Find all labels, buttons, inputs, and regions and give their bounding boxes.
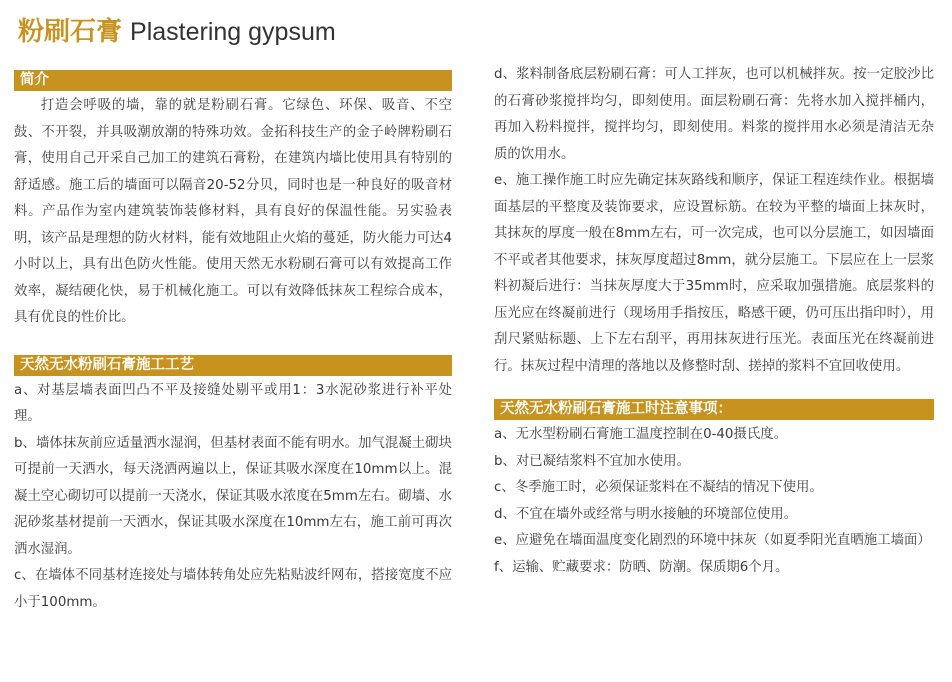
note-item-d: d、不宜在墙外或经常与明水接触的环境部位使用。	[494, 506, 798, 522]
notes-heading: 天然无水粉刷石膏施工时注意事项：	[494, 399, 934, 420]
process-item-b: b、墙体抹灰前应适量洒水湿润，但基材表面不能有明水。加气混凝土砌块可提前一天洒水，每天浇洒两遍以上，保证其吸水深度在10mm以上。混凝土空心砌切可以提前一天浇水，保证其吸水浓度在5mm左右。砌墙、水泥砂浆基材提前一天洒水，保证其吸水深度在10mm左右，施工前可再次洒水湿润。	[14, 435, 452, 557]
note-item-a: a、无水型粉刷石膏施工温度控制在0-40摄氏度。	[494, 427, 788, 442]
intro-heading: 简介	[14, 70, 452, 91]
process-item-a: a、对基层墙表面凹凸不平及接缝处剔平或用1：3水泥砂浆进行补平处理。	[14, 382, 452, 424]
process-item-d: d、浆料制备底层粉刷石膏：可人工拌灰，也可以机械拌灰。按一定胶沙比的石膏砂浆搅拌均匀，即刻使用。面层粉刷石膏：先将水加入搅拌桶内，再加入粉料搅拌，搅拌均匀，即刻使用。料浆的搅拌用水必须是清洁无杂质的饮用水。	[494, 67, 934, 162]
page-title	[18, 14, 336, 53]
note-item-b: b、对已凝结浆料不宜加水使用。	[494, 453, 690, 469]
note-item-e: e、应避免在墙面温度变化剧烈的环境中抹灰（如夏季阳光直晒施工墙面）	[494, 533, 931, 548]
intro-paragraph: 打造会呼吸的墙，靠的就是粉刷石膏。它绿色、环保、吸音、不空鼓、不开裂，并具吸潮放潮的特殊功效。金拓科技生产的金子岭牌粉刷石膏，使用自己开采自己加工的建筑石膏粉，在建筑内墙比使用具有特别的舒适感。施工后的墙面可以隔音20-52分贝，同时也是一种良好的吸音材料。产品作为室内建筑装饰装修材料，具有良好的保温性能。另实验表明，该产品是理想的防火材料，能有效地阻止火焰的蔓延，防火能力可达4小时以上，具有出色防火性能。使用天然无水粉刷石膏可以有效提高工作效率，凝结硬化快，易于机械化施工。可以有效降低抹灰工程综合成本，具有优良的性价比。	[14, 98, 452, 325]
note-item-f: f、运输、贮藏要求：防晒、防潮。保质期6个月。	[494, 559, 789, 575]
right-column	[494, 67, 934, 581]
process-item-e: e、施工操作施工时应先确定抹灰路线和顺序，保证工程连续作业。根据墙面基层的平整度及装饰要求，应设置标筋。在较为平整的墙面上抹灰时，其抹灰的厚度一般在8mm左右，可一次完成，也可以分层施工，如因墙面不平或者其他要求，抹灰厚度超过8mm，就分层施工。下层应在上一层浆料初凝后进行：当抹灰厚度大于35mm时，应采取加强措施。底层浆料的压光应在终凝前进行（现场用手指按压，略感干硬，仍可压出指印时），用刮尺紧贴标题、上下左右刮平，再用抹灰进行压光。表面压光在终凝前进行。抹灰过程中清理的落地以及修整时刮、搓掉的浆料不宜回收使用。	[494, 173, 934, 374]
note-item-c: c、冬季施工时，必须保证浆料在不凝结的情况下使用。	[494, 480, 823, 495]
process-item-c: c、在墙体不同基材连接处与墙体转角处应先粘贴波纤网布，搭接宽度不应小于100mm。	[14, 568, 452, 610]
process-heading: 天然无水粉刷石膏施工工艺	[14, 355, 452, 376]
page-title-english: Plastering gypsum	[130, 18, 336, 46]
left-column	[14, 70, 452, 616]
page-title-chinese: 粉刷石膏	[18, 17, 123, 47]
